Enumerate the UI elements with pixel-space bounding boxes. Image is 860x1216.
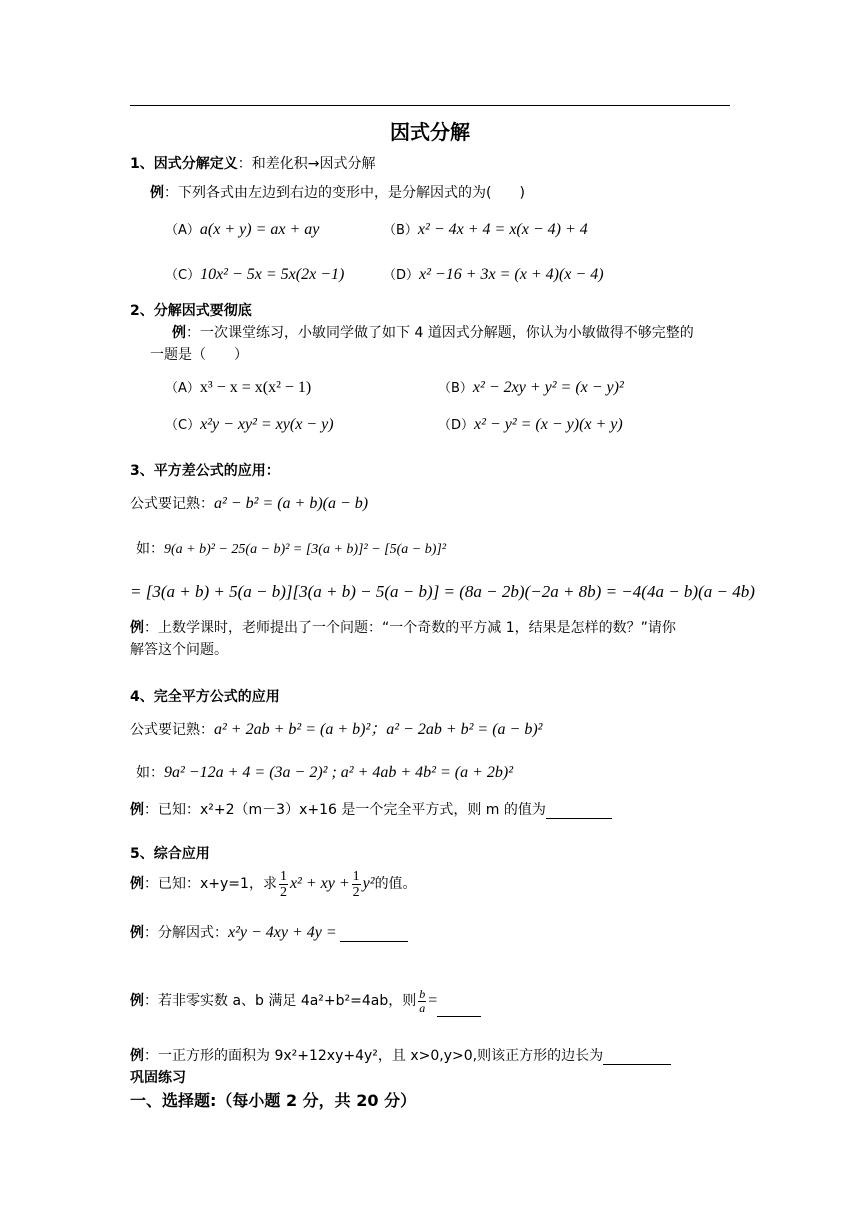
option-label: （A） — [165, 381, 200, 396]
option-formula: x³ − x = x(x² − 1) — [199, 379, 312, 396]
section-1-heading: 1、因式分解定义 — [130, 156, 238, 172]
s3-example-line-2 — [130, 583, 755, 602]
s4-example-line — [136, 764, 513, 782]
practice-heading: 巩固练习 — [130, 1070, 186, 1086]
fraction-denominator: a — [419, 1000, 426, 1015]
s5-example-3 — [130, 985, 481, 1017]
s2-option-b — [438, 379, 624, 398]
example-text: ：分解因式： — [144, 925, 228, 941]
formula: a² + 2ab + b² = (a + b)²；a² − 2ab + b² = (a − b)² — [214, 721, 543, 738]
formula: x²y − 4xy + 4y = — [228, 924, 337, 941]
option-formula: x² − 2xy + y² = (x − y)² — [472, 379, 624, 396]
option-formula: a(x + y) = ax + ay — [199, 221, 320, 238]
practice-subheading: 一、选择题:（每小题 2 分，共 20 分） — [130, 1091, 417, 1110]
s3-example — [130, 619, 676, 637]
formula: y² — [362, 875, 375, 892]
s1-option-c — [165, 266, 344, 285]
fraction-half — [352, 869, 361, 900]
s2-option-d — [438, 416, 623, 435]
option-formula: x² − 4x + 4 = x(x − 4) + 4 — [417, 221, 588, 238]
answer-blank — [546, 804, 612, 819]
section-1-heading-line — [130, 155, 375, 173]
option-label: （C） — [165, 418, 201, 433]
s5-example-1 — [130, 868, 417, 900]
formula: a² − b² = (a + b)(a − b) — [214, 495, 369, 512]
fraction-numerator: 1 — [352, 868, 360, 884]
page-title: 因式分解 — [390, 120, 470, 144]
s4-example — [130, 801, 612, 819]
formula-label: 公式要记熟： — [130, 722, 214, 738]
formula: = [3(a + b) + 5(a − b)][3(a + b) − 5(a − b)] = (8a − 2b)(−2a + 8b) = −4(4a − b)(a − 4b) — [130, 582, 755, 601]
example-label: 例 — [130, 993, 144, 1009]
header-rule — [130, 105, 730, 106]
example-text: ：若非零实数 a、b 满足 4a²+b²=4ab，则 — [144, 993, 417, 1009]
s5-example-2 — [130, 924, 408, 942]
s3-formula-line — [130, 495, 368, 513]
option-label: （A） — [165, 223, 200, 238]
example-text: ：一次课堂练习，小敏同学做了如下 4 道因式分解题，你认为小敏做得不够完整的 — [186, 325, 694, 341]
formula-label: 公式要记熟： — [130, 496, 214, 512]
s3-example-cont: 解答这个问题。 — [130, 642, 228, 658]
s5-example-4 — [130, 1047, 671, 1065]
s4-formula-line — [130, 721, 542, 739]
option-formula: x² − y² = (x − y)(x + y) — [474, 416, 623, 433]
option-formula: x²y − xy² = xy(x − y) — [200, 416, 334, 433]
section-3-heading: 3、平方差公式的应用： — [130, 463, 280, 479]
option-formula: 10x² − 5x = 5x(2x −1) — [200, 266, 345, 283]
s1-option-b — [383, 221, 588, 240]
example-text: ：下列各式由左边到右边的变形中，是分解因式的为( ) — [164, 185, 525, 201]
example-text: ：一正方形的面积为 9x²+12xy+4y²，且 x>0,y>0,则该正方形的边长为 — [144, 1048, 604, 1064]
section-2-example-cont: 一题是（ ） — [150, 347, 248, 363]
equals-sign: = — [428, 992, 438, 1009]
answer-blank — [340, 927, 408, 942]
fraction-numerator: 1 — [279, 868, 287, 884]
option-label: （D） — [438, 418, 475, 433]
fraction-half — [279, 869, 288, 900]
answer-blank — [603, 1050, 671, 1065]
example-label: 例 — [130, 1048, 144, 1064]
formula: 9a² −12a + 4 = (3a − 2)² ; a² + 4ab + 4b² = (a + 2b)² — [164, 764, 513, 781]
formula: 9(a + b)² − 25(a − b)² = [3(a + b)]² − [5(a − b)]² — [164, 542, 447, 557]
example-text: 的值。 — [374, 876, 417, 892]
option-formula: x² −16 + 3x = (x + 4)(x − 4) — [419, 266, 604, 283]
formula: x² + xy + — [289, 875, 350, 892]
section-4-heading: 4、完全平方公式的应用 — [130, 689, 280, 705]
example-label: 例 — [130, 925, 144, 941]
example-text: ：已知：x²+2（m－3）x+16 是一个完全平方式，则 m 的值为 — [144, 802, 546, 818]
ru-label: 如： — [136, 765, 164, 781]
example-label: 例 — [130, 802, 144, 818]
option-label: （B） — [383, 223, 418, 238]
section-1-heading-rest: ：和差化积→因式分解 — [237, 156, 376, 172]
example-label: 例 — [130, 876, 144, 892]
option-label: （B） — [438, 381, 473, 396]
example-label: 例 — [172, 325, 186, 341]
fraction-denominator: 2 — [279, 884, 287, 900]
section-1-example — [150, 184, 525, 202]
section-2-heading: 2、分解因式要彻底 — [130, 303, 252, 319]
example-text: ：上数学课时，老师提出了一个问题：“一个奇数的平方减 1，结果是怎样的数？”请你 — [144, 620, 676, 636]
s1-option-a — [165, 221, 319, 240]
section-2-example — [172, 324, 694, 342]
fraction-b-over-a — [418, 988, 426, 1015]
example-label: 例 — [150, 185, 164, 201]
answer-blank — [437, 996, 481, 1017]
s3-example-line-1 — [136, 540, 446, 559]
ru-label: 如： — [136, 541, 164, 557]
s2-option-c — [165, 416, 334, 435]
fraction-denominator: 2 — [352, 884, 360, 900]
section-5-heading: 5、综合应用 — [130, 846, 210, 862]
example-label: 例 — [130, 620, 144, 636]
fraction-numerator: b — [419, 986, 426, 1001]
s2-option-a — [165, 379, 311, 398]
s1-option-d — [383, 266, 604, 285]
option-label: （D） — [383, 268, 420, 283]
example-text: ：已知：x+y=1，求 — [144, 876, 277, 892]
option-label: （C） — [165, 268, 201, 283]
